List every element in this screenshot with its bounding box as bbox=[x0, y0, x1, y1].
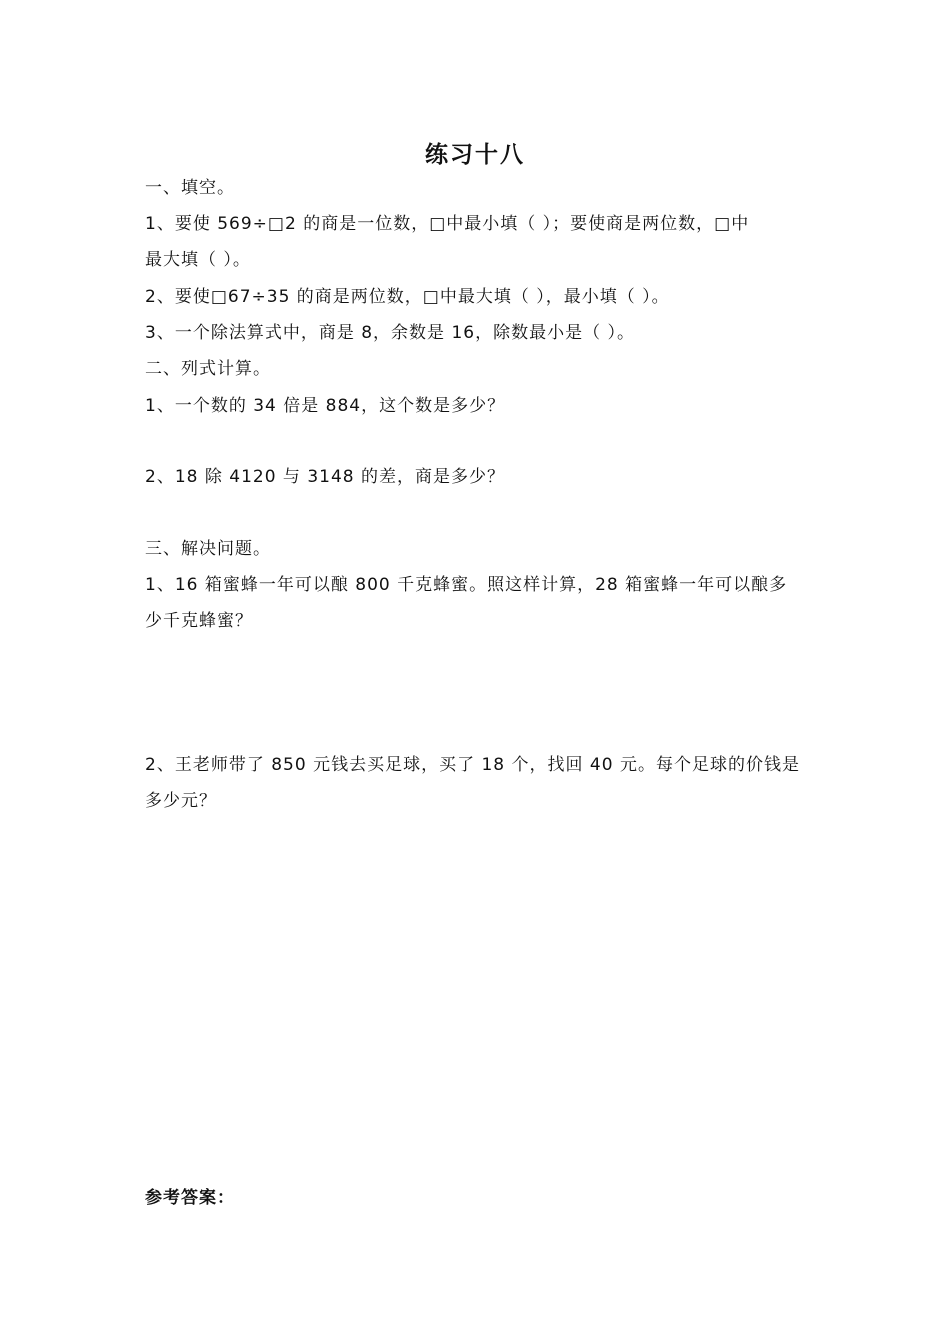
question-1-3: 3、一个除法算式中，商是 8，余数是 16，除数最小是（ ）。 bbox=[145, 323, 635, 343]
question-1-1-line-2: 最大填（ ）。 bbox=[145, 250, 251, 270]
question-1-2: 2、要使□67÷35 的商是两位数，□中最大填（ ），最小填（ ）。 bbox=[145, 287, 670, 307]
section-heading-fill-blank: 一、填空。 bbox=[145, 178, 235, 198]
question-2-2: 2、18 除 4120 与 3148 的差，商是多少？ bbox=[145, 467, 505, 487]
question-3-1-line-2: 少千克蜂蜜？ bbox=[145, 611, 253, 631]
answer-key-heading: 参考答案： bbox=[145, 1188, 235, 1208]
question-3-2-line-2: 多少元？ bbox=[145, 791, 217, 811]
question-3-2-line-1: 2、王老师带了 850 元钱去买足球，买了 18 个，找回 40 元。每个足球的价钱是 bbox=[145, 755, 800, 775]
question-3-1-line-1: 1、16 箱蜜蜂一年可以酿 800 千克蜂蜜。照这样计算，28 箱蜜蜂一年可以酿多 bbox=[145, 575, 788, 595]
question-1-1-line-1: 1、要使 569÷□2 的商是一位数，□中最小填（ ）；要使商是两位数，□中 bbox=[145, 214, 750, 234]
section-heading-calculation: 二、列式计算。 bbox=[145, 359, 271, 379]
section-heading-problem-solving: 三、解决问题。 bbox=[145, 539, 271, 559]
question-2-1: 1、一个数的 34 倍是 884，这个数是多少？ bbox=[145, 396, 506, 416]
page-title: 练习十八 bbox=[425, 142, 525, 168]
